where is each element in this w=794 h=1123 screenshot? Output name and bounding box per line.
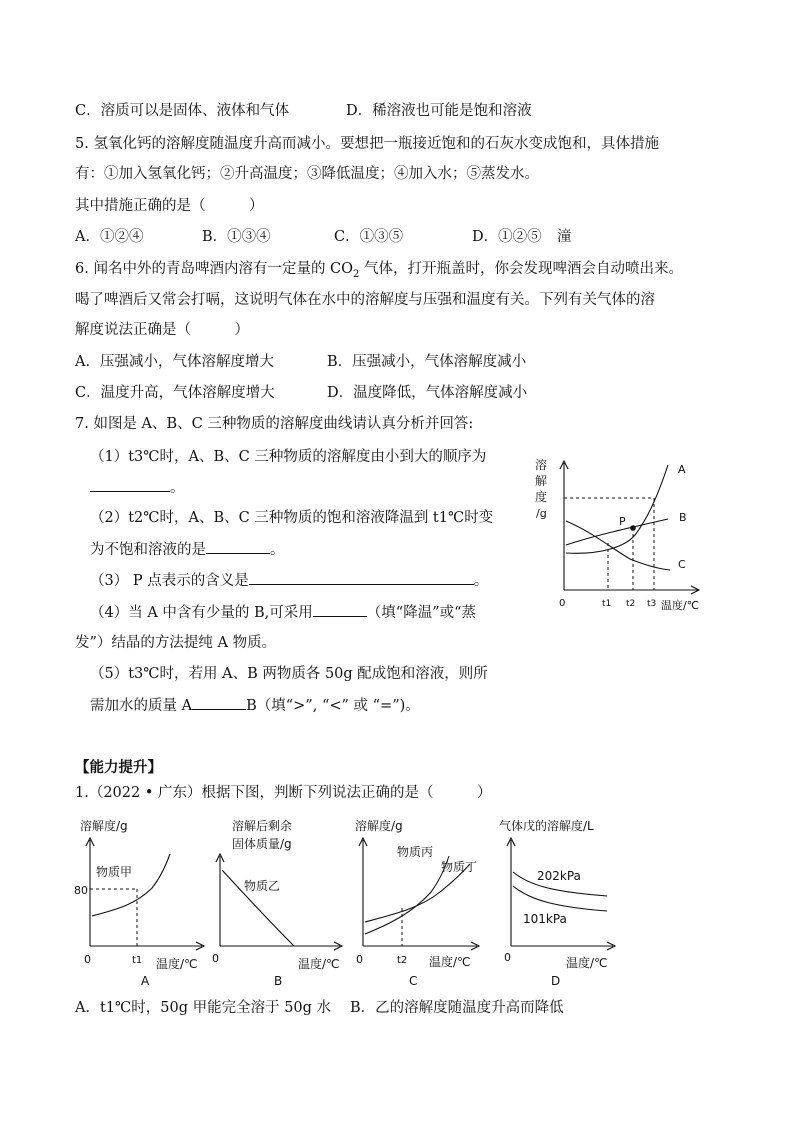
q7-part3 [90, 570, 488, 591]
q7-part4-mid: （填“降温”或“蒸 [366, 605, 477, 621]
q8d-panel-label: D [551, 974, 561, 988]
q5-option-c: C．①③⑤ [334, 229, 404, 245]
q8-stem: 1.（2022 • 广东）根据下图，判断下列说法正确的是（ ） [75, 785, 492, 801]
q7-part5b-post: B（填“>”, “<” 或 “=”)。 [246, 698, 420, 714]
q8c-origin: 0 [356, 953, 363, 966]
q6-option-b: B．压强减小，气体溶解度减小 [327, 354, 527, 370]
q6-stem-line3: 解度说法正确是（ ） [75, 322, 249, 338]
q8a-origin: 0 [84, 953, 91, 966]
q8c-curve1-label: 物质丙 [397, 845, 434, 859]
q7-curve-b-label: B [679, 511, 687, 524]
q8c-xlabel: 温度/℃ [429, 955, 471, 969]
q7-part4-text: （4）当 A 中含有少量的 B,可采用 [90, 605, 313, 621]
q7-part4-blank[interactable] [313, 602, 367, 617]
q8a-curve-label: 物质甲 [96, 865, 133, 879]
q8d-curve2-label: 101kPa [523, 912, 567, 926]
q8c-tick: t2 [397, 955, 408, 966]
q7-tick-t2: t2 [626, 599, 636, 609]
q7-xlabel: 温度/℃ [661, 599, 700, 612]
q7-solubility-chart [530, 455, 710, 615]
q7-point-p-label: P [619, 515, 626, 528]
q6-stem-line1 [75, 259, 683, 285]
q8d-xlabel: 温度/℃ [566, 956, 608, 970]
q8d-ylabel: 气体戊的溶解度/L [499, 819, 594, 833]
q5-option-a: A．①②④ [75, 229, 144, 245]
q6-option-a: A．压强减小，气体溶解度增大 [75, 354, 274, 370]
q8b-panel-label: B [274, 974, 283, 988]
q7-part1-blank[interactable] [90, 477, 170, 492]
q8d-origin: 0 [504, 951, 511, 964]
q7-part5-blank[interactable] [192, 695, 246, 710]
q8c-curve2-label: 物质丁 [441, 860, 478, 874]
q8a-ylabel: 溶解度/g [80, 819, 128, 833]
q8d-curve1-label: 202kPa [537, 869, 581, 883]
q8a-xlabel: 温度/℃ [156, 957, 198, 971]
q7-ylabel-3: 度 [535, 490, 548, 504]
q8a-curve [92, 854, 170, 916]
q8-option-a: A．t1℃时，50g 甲能完全溶于 50g 水 [75, 1000, 332, 1016]
q7-part1-answer [90, 477, 185, 498]
q8-option-b: B．乙的溶解度随温度升高而降低 [350, 1000, 564, 1016]
q6-stem-text-b: 气体，打开瓶盖时，你会发现啤酒会自动喷出来。 [359, 261, 684, 277]
q7-part5b [90, 695, 420, 716]
q8c-panel-label: C [409, 974, 418, 988]
q8-chart-c [345, 810, 495, 990]
q7-ylabel-2: 解 [535, 474, 548, 488]
q7-part4 [90, 602, 476, 623]
q7-part5: （5）t3℃时，若用 A、B 两物质各 50g 配成饱和溶液，则所 [90, 666, 488, 682]
q8-chart-b [210, 810, 360, 990]
q7-part2b [90, 539, 285, 560]
q6-stem-text-a: 6. 闻名中外的青岛啤酒内溶有一定量的 CO [75, 261, 354, 277]
q8a-tick: t1 [132, 955, 143, 966]
q7-curve-a-label: A [678, 463, 686, 476]
q7-part2: （2）t2℃时，A、B、C 三种物质的饱和溶液降温到 t1℃时变 [90, 510, 494, 526]
q4-option-c: C．溶质可以是固体、液体和气体 [75, 103, 290, 119]
q7-origin: 0 [559, 598, 566, 609]
q8-chart-a [70, 810, 220, 990]
section-title: 【能力提升】 [75, 759, 162, 776]
q7-part5b-pre: 需加水的质量 A [90, 698, 193, 714]
q7-part2-end: 。 [270, 542, 285, 558]
q7-part2-blank[interactable] [206, 539, 270, 554]
q7-part3-text: （3） P 点表示的含义是 [90, 573, 249, 589]
q5-stem-line2: 有：①加入氢氧化钙；②升高温度；③降低温度；④加入水；⑤蒸发水。 [75, 166, 539, 182]
q7-intro: 7. 如图是 A、B、C 三种物质的溶解度曲线请认真分析并回答: [75, 416, 474, 432]
q7-part1: （1）t3℃时，A、B、C 三种物质的溶解度由小到大的顺序为 [90, 449, 487, 465]
q7-part3-end: 。 [473, 573, 489, 589]
q7-part2b-text: 为不饱和溶液的是 [90, 542, 206, 558]
q7-ylabel-1: 溶 [535, 458, 548, 472]
q7-part1-end: 。 [170, 480, 185, 496]
q5-stem-line1: 5. 氢氧化钙的溶解度随温度升高而减小。要想把一瓶接近饱和的石灰水变成饱和，具体措施 [75, 136, 659, 152]
q8d-curve-101 [513, 886, 607, 911]
q6-option-d: D．温度降低，气体溶解度减小 [327, 385, 528, 401]
q7-curve-b [566, 519, 668, 545]
q5-option-d: D．①②⑤ [472, 229, 542, 245]
q8b-ylabel-1: 溶解后剩余 [232, 819, 293, 833]
q7-part4b: 发”）结晶的方法提纯 A 物质。 [75, 635, 277, 651]
q7-tick-t3: t3 [647, 599, 657, 609]
q6-option-c: C．温度升高，气体溶解度增大 [75, 385, 275, 401]
q7-tick-t1: t1 [602, 599, 612, 609]
q7-ylabel-4: /g [536, 507, 547, 520]
q8b-ylabel-2: 固体质量/g [232, 837, 292, 851]
q8b-xlabel: 温度/℃ [298, 957, 340, 971]
q7-curve-c-label: C [678, 558, 686, 571]
q4-option-d: D．稀溶液也可能是饱和溶液 [346, 103, 532, 119]
q8c-ylabel: 溶解度/g [355, 819, 403, 833]
q8b-origin: 0 [212, 952, 219, 965]
q8b-curve-label: 物质乙 [244, 879, 281, 893]
q8a-panel-label: A [141, 974, 150, 988]
q6-stem-line2: 喝了啤酒后又常会打嗝，这说明气体在水中的溶解度与压强和温度有关。下列有关气体的溶 [75, 292, 655, 308]
q5-stem-line3: 其中措施正确的是（ ） [75, 198, 264, 214]
q5-option-b: B．①③④ [202, 229, 271, 245]
q7-part3-blank[interactable] [249, 570, 474, 585]
q8-chart-d [495, 810, 645, 990]
q8a-value-80: 80 [74, 884, 88, 897]
q6-co2-subscript: 2 [353, 268, 360, 280]
q5-stray-char: 潼 [557, 229, 572, 245]
q7-point-p [630, 525, 636, 531]
